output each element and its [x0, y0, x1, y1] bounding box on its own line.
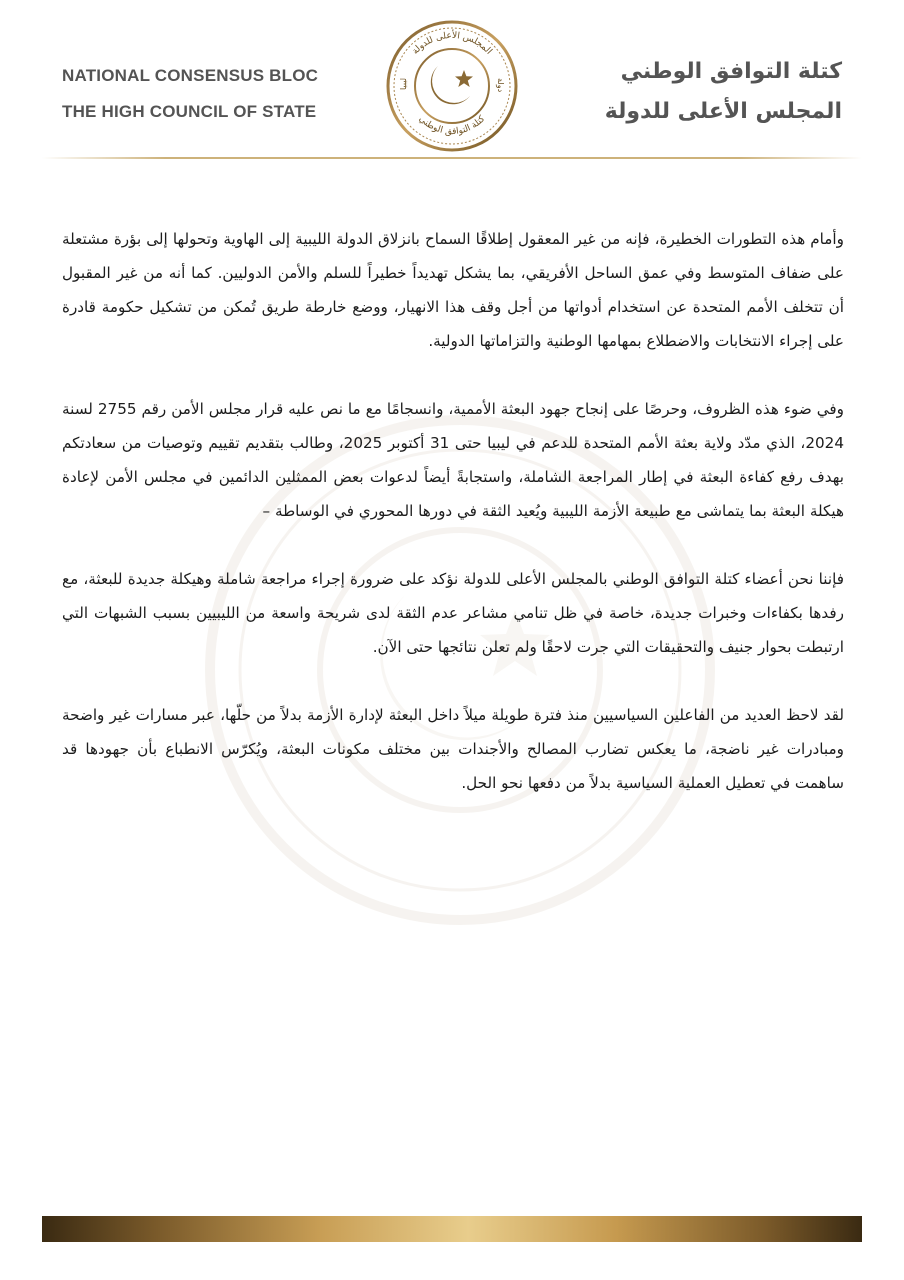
footer-gold-bar: [42, 1216, 862, 1242]
paragraph-2: وفي ضوء هذه الظروف، وحرصًا على إنجاح جهود البعثة الأممية، وانسجامًا مع ما نص عليه قرار مجلس الأمن رقم 2755 لسنة 2024، الذي مدّد ولاية بعثة الأمم المتحدة للدعم في ليبيا حتى 31 أكتوبر 2025، وطالب بتقديم تقييم وتوصيات من سعادتكم بهدف رفع كفاءة البعثة في إطار المراجعة الشاملة، واستجابةً أيضاً لدعوات بعض الممثلين الدائمين في مجلس الأمن لإعادة هيكلة البعثة بما يتماشى مع طبيعة الأزمة الليبية ويُعيد الثقة في دورها المحوري في الوساطة –: [62, 400, 844, 520]
letterhead: [0, 0, 904, 158]
header-divider: [42, 157, 862, 159]
council-emblem-icon: [384, 18, 520, 154]
svg-text:كتلة التوافق الوطني: كتلة التوافق الوطني: [416, 114, 488, 138]
letterhead-arabic: [605, 52, 842, 132]
svg-text:المجلس الأعلى للدولة: المجلس الأعلى للدولة: [410, 30, 494, 57]
english-title-line-1: NATIONAL CONSENSUS BLOC: [62, 66, 319, 85]
svg-text:دولة: دولة: [496, 78, 505, 93]
letterhead-english: [62, 58, 318, 130]
svg-text:ليبيا: ليبيا: [399, 77, 408, 90]
english-title-line-2: THE HIGH COUNCIL OF STATE: [62, 102, 317, 121]
arabic-title-line-1: كتلة التوافق الوطني: [620, 59, 842, 84]
letter-body: [62, 222, 844, 834]
arabic-title-line-2: المجلس الأعلى للدولة: [604, 99, 842, 124]
paragraph-4: لقد لاحظ العديد من الفاعلين السياسيين منذ فترة طويلة ميلاً داخل البعثة لإدارة الأزمة بدلاً من حلّها، عبر مسارات غير واضحة ومبادرات غير ناضجة، ما يعكس تضارب المصالح والأجندات بين مختلف مكونات البعثة، ويُكرّس الانطباع بأن جهودها قد ساهمت في تعطيل العملية السياسية بدلاً من دفعها نحو الحل.: [62, 706, 844, 792]
paragraph-3: فإننا نحن أعضاء كتلة التوافق الوطني بالمجلس الأعلى للدولة نؤكد على ضرورة إجراء مراجعة شاملة وهيكلة جديدة للبعثة، مع رفدها بكفاءات وخبرات جديدة، خاصة في ظل تنامي مشاعر عدم الثقة لدى شريحة واسعة من الليبيين بسبب الشبهات التي ارتبطت بحوار جنيف والتحقيقات التي جرت لاحقًا ولم تعلن نتائجها حتى الآن.: [62, 570, 844, 656]
paragraph-1: وأمام هذه التطورات الخطيرة، فإنه من غير المعقول إطلاقًا السماح بانزلاق الدولة الليبية إلى الهاوية وتحولها إلى بؤرة مشتعلة على ضفاف المتوسط وفي عمق الساحل الأفريقي، بما يشكل تهديداً خطيراً للسلم والأمن الدوليين. كما أنه من غير المقبول أن تتخلف الأمم المتحدة عن استخدام أدواتها من أجل وقف هذا الانهيار، ووضع خارطة طريق تُمكن من تشكيل حكومة قادرة على إجراء الانتخابات والاضطلاع بمهامها الوطنية والتزاماتها الدولية.: [62, 230, 844, 350]
